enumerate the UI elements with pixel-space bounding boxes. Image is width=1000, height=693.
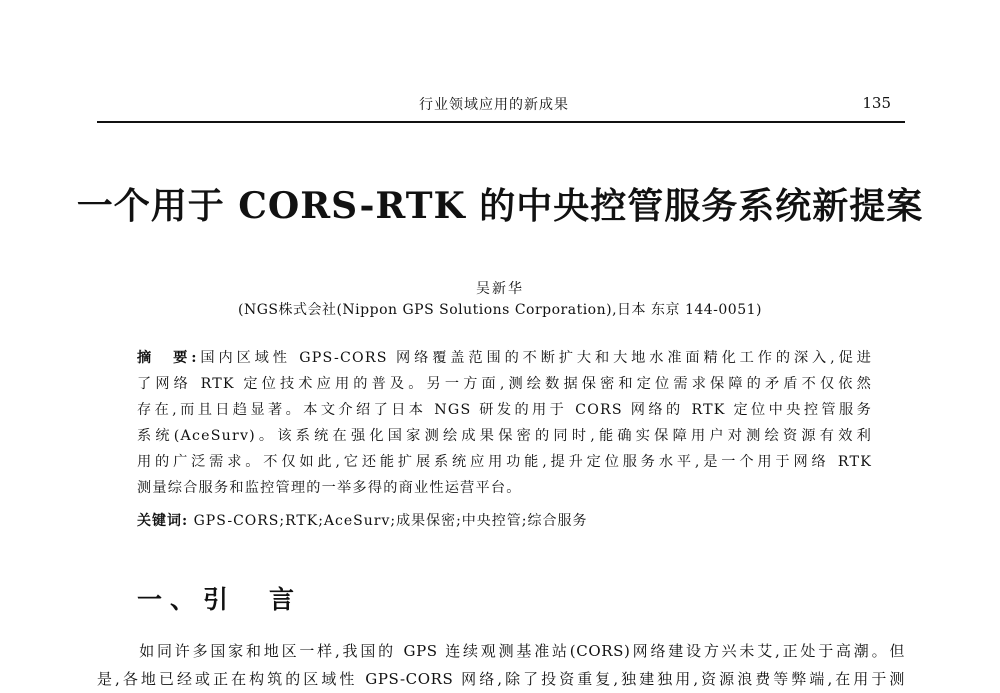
page-number: 135 [862, 94, 891, 112]
abstract-line: 系统(AceSurv)。该系统在强化国家测绘成果保密的同时,能确实保障用户对测绘资源有效利 [137, 428, 872, 444]
body-paragraph [97, 637, 905, 693]
abstract-line: 摘 要:国内区域性 GPS-CORS 网络覆盖范围的不断扩大和大地水准面精化工作的深入,促进 [137, 350, 872, 366]
running-head [97, 94, 905, 124]
abstract-label: 摘 要: [137, 350, 198, 366]
abstract-line: 了网络 RTK 定位技术应用的普及。另一方面,测绘数据保密和定位需求保障的矛盾不仅依然 [137, 376, 872, 392]
abstract [137, 345, 872, 501]
body-line: 如同许多国家和地区一样,我国的 GPS 连续观测基准站(CORS)网络建设方兴未艾,正处于高潮。但 [137, 642, 905, 660]
keywords-text: GPS-CORS;RTK;AceSurv;成果保密;中央控管;综合服务 [193, 513, 588, 529]
abstract-line: 测量综合服务和监控管理的一举多得的商业性运营平台。 [137, 480, 522, 496]
body-line: 是,各地已经或正在构筑的区域性 GPS-CORS 网络,除了投资重复,独建独用,资源浪费等弊端,在用于测 [97, 670, 905, 688]
running-title: 行业领域应用的新成果 [419, 97, 569, 113]
paper-title: 一个用于 CORS-RTK 的中央控管服务系统新提案 [76, 185, 924, 227]
abstract-line: 用的广泛需求。不仅如此,它还能扩展系统应用功能,提升定位服务水平,是一个用于网络 RTK [137, 454, 872, 470]
author-name: 吴新华 [476, 281, 524, 297]
keywords [137, 510, 872, 530]
abstract-line: 存在,而且日趋显著。本文介绍了日本 NGS 研发的用于 CORS 网络的 RTK 定位中央控管服务 [137, 402, 872, 418]
author-affiliation: (NGS株式会社(Nippon GPS Solutions Corporation),日本 东京 144-0051) [237, 302, 762, 318]
section-heading: 一、引 言 [137, 585, 303, 614]
header-rule [97, 121, 905, 123]
keywords-label: 关键词: [137, 513, 189, 529]
